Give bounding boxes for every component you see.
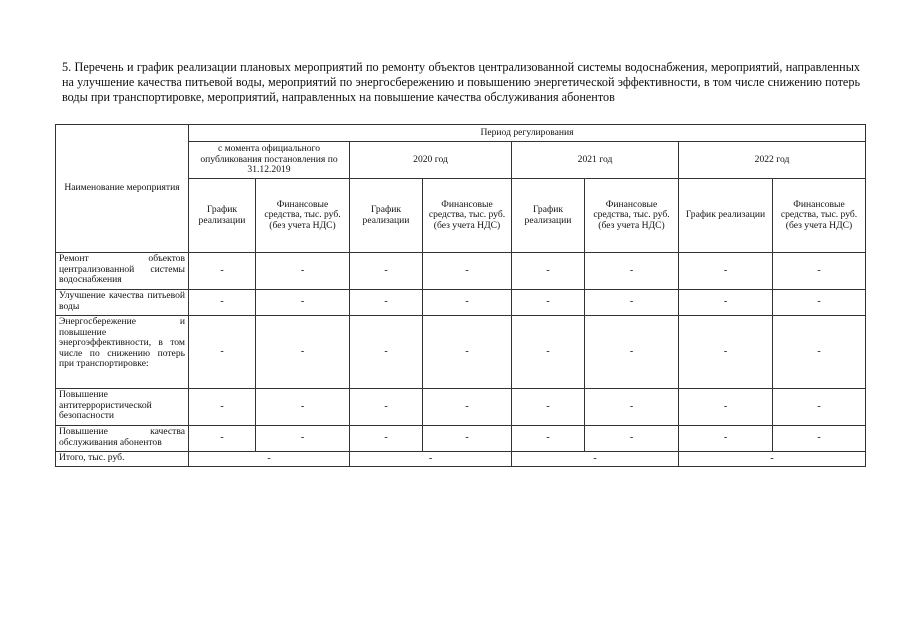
total-label: Итого, тыс. руб. xyxy=(56,452,189,467)
table-cell: - xyxy=(512,253,585,290)
header-period-0: с момента официального опубликования постановления по 31.12.2019 xyxy=(189,142,350,179)
table-cell: - xyxy=(585,290,679,316)
table-cell: - xyxy=(512,426,585,452)
table-cell: - xyxy=(679,316,773,389)
activity-name: Повышение качества обслуживания абонентов xyxy=(56,426,189,452)
table-cell: - xyxy=(679,426,773,452)
activity-name: Ремонт объектов централизованной системы водоснабжения xyxy=(56,253,189,290)
table-cell: - xyxy=(773,316,866,389)
header-row-1 xyxy=(56,125,866,142)
table-cell: - xyxy=(679,389,773,426)
header-schedule: График реализации xyxy=(512,179,585,253)
header-funds: Финансовые средства, тыс. руб. (без учета НДС) xyxy=(423,179,512,253)
table-cell: - xyxy=(423,389,512,426)
activities-table xyxy=(55,124,866,467)
table-row xyxy=(56,290,866,316)
table-cell: - xyxy=(679,290,773,316)
table-cell: - xyxy=(585,253,679,290)
activity-name: Улучшение качества питьевой воды xyxy=(56,290,189,316)
header-funds: Финансовые средства, тыс. руб. (без учета НДС) xyxy=(585,179,679,253)
table-cell: - xyxy=(256,426,350,452)
table-cell: - xyxy=(350,316,423,389)
table-cell: - xyxy=(773,389,866,426)
total-row xyxy=(56,452,866,467)
header-schedule: График реализации xyxy=(350,179,423,253)
table-cell: - xyxy=(423,290,512,316)
table-cell: - xyxy=(189,290,256,316)
table-row xyxy=(56,316,866,389)
table-row xyxy=(56,389,866,426)
header-schedule: График реализации xyxy=(189,179,256,253)
activity-name: Повышение антитеррористической безопасности xyxy=(56,389,189,426)
section-heading: 5. Перечень и график реализации плановых мероприятий по ремонту объектов централизованной системы водоснабжения, мероприятий, направленных на улучшение качества питьевой воды, мероприятий по энергосбережению и повышению энергетической эффективности, в том числе снижению потерь воды при транспортировке, мероприятий, направленных на повышение качества обслуживания абонентов xyxy=(62,60,860,104)
table-cell: - xyxy=(773,426,866,452)
table-cell: - xyxy=(585,389,679,426)
table-cell: - xyxy=(773,290,866,316)
total-cell: - xyxy=(189,452,350,467)
table-cell: - xyxy=(256,290,350,316)
table-cell: - xyxy=(256,253,350,290)
table-cell: - xyxy=(256,316,350,389)
table-cell: - xyxy=(189,426,256,452)
table-row xyxy=(56,253,866,290)
table-cell: - xyxy=(512,389,585,426)
table-cell: - xyxy=(512,316,585,389)
header-period-2: 2021 год xyxy=(512,142,679,179)
table-cell: - xyxy=(350,389,423,426)
table-cell: - xyxy=(773,253,866,290)
header-funds: Финансовые средства, тыс. руб. (без учета НДС) xyxy=(256,179,350,253)
header-activity-name: Наименование мероприятия xyxy=(56,125,189,253)
header-funds: Финансовые средства, тыс. руб. (без учета НДС) xyxy=(773,179,866,253)
table-row xyxy=(56,426,866,452)
table-cell: - xyxy=(350,426,423,452)
header-period-3: 2022 год xyxy=(679,142,866,179)
table-cell: - xyxy=(679,253,773,290)
table-cell: - xyxy=(512,290,585,316)
total-cell: - xyxy=(350,452,512,467)
table-cell: - xyxy=(423,253,512,290)
header-period-1: 2020 год xyxy=(350,142,512,179)
table-cell: - xyxy=(189,389,256,426)
table-cell: - xyxy=(423,426,512,452)
table-cell: - xyxy=(350,253,423,290)
table-cell: - xyxy=(189,316,256,389)
activity-name: Энергосбережение и повышение энергоэффективности, в том числе по снижению потерь при транспортировке: xyxy=(56,316,189,389)
table-cell: - xyxy=(423,316,512,389)
table-cell: - xyxy=(585,316,679,389)
total-cell: - xyxy=(679,452,866,467)
total-cell: - xyxy=(512,452,679,467)
table-cell: - xyxy=(189,253,256,290)
header-period: Период регулирования xyxy=(189,125,866,142)
table-cell: - xyxy=(350,290,423,316)
table-cell: - xyxy=(585,426,679,452)
header-schedule: График реализации xyxy=(679,179,773,253)
table-cell: - xyxy=(256,389,350,426)
